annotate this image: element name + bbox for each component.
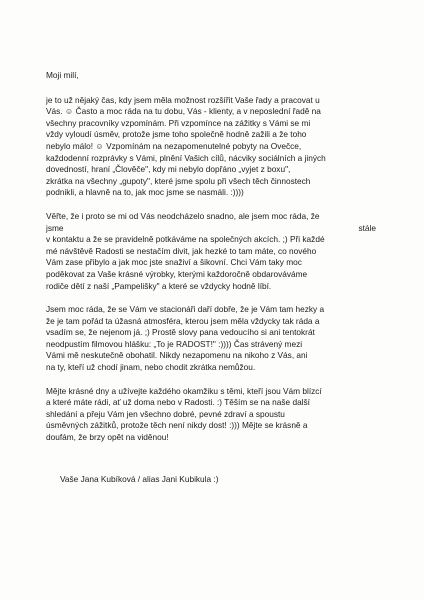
text-line: Jsem moc ráda, že se Vám ve stacionáři daří dobře, že je Vám tam hezky a bbox=[46, 304, 325, 315]
text-line: shledání a přeju Vám jen všechno dobré, pevné zdraví a spoustu bbox=[46, 408, 285, 419]
text-line: je to už nějaký čas, kdy jsem měla možnost rozšířit Vaše řady a pracovat u bbox=[46, 94, 320, 105]
text-line: doufám, že brzy opět na viděnou! bbox=[46, 432, 169, 443]
text-line: vždy vyloudí úsměv, protože jsme toho společně hodně zažili a že toho bbox=[46, 129, 307, 140]
text-line: že je tam pořád ta úžasná atmosféra, kterou jsem měla vždycky tak ráda a bbox=[46, 315, 320, 326]
text-line: rodiče dětí z naší „Pampelišky" a které se vždycky hodně líbí. bbox=[46, 280, 272, 291]
split-text-line bbox=[46, 223, 376, 235]
text-line: Věřte, že i proto se mi od Vás neodcházelo snadno, ale jsem moc ráda, že bbox=[46, 210, 320, 221]
text-line: dovedností, hraní „Člověče", kdy mi nebylo dopřáno „vyjet z boxu", bbox=[46, 164, 291, 175]
paragraph-1 bbox=[46, 95, 376, 199]
split-line-right: stále bbox=[358, 222, 376, 233]
text-line: a které máte rádi, ať už doma nebo v Radosti. :) Těším se na naše další bbox=[46, 397, 310, 408]
text-line: v kontaktu a že se pravidelně potkáváme na společných akcích. ;) Při každé bbox=[46, 234, 325, 245]
paragraph-2 bbox=[46, 211, 376, 292]
text-line: neodpustím filmovou hlášku: „To je RADOST!" :)))) Čas strávený mezi bbox=[46, 338, 303, 349]
letter-body bbox=[46, 70, 376, 485]
text-line: úsměvných zážitků, protože těch není nikdy dost! :))) Mějte se krásně a bbox=[46, 420, 308, 431]
text-line: vsadím se, že nejenom já. ;) Prostě slovy pana vedoucího si ani tentokrát bbox=[46, 327, 315, 338]
text-line: Mějte krásné dny a užívejte každého okamžiku s těmi, kteří jsou Vám blízcí bbox=[46, 385, 322, 396]
text-line: nebylo málo! ☺ Vzpomínám na nezapomenutelné pobyty na Ovečce, bbox=[46, 140, 302, 151]
text-line: Vás. ☺ Často a moc ráda na tu dobu, Vás - klienty, a v neposlední řadě na bbox=[46, 106, 321, 117]
paragraph-3 bbox=[46, 304, 376, 374]
text-line: Vámi mě neskutečně obohatil. Nikdy nezapomenu na nikoho z Vás, ani bbox=[46, 350, 308, 361]
text-line: Vám zase přibylo a jak moc jste snaživí a šikovní. Chci Vám taky moc bbox=[46, 257, 302, 268]
text-line: podnikli, a hlavně na to, jak moc jsme se nasmáli. :)))) bbox=[46, 187, 244, 198]
text-line: poděkovat za Vaše krásné výrobky, kterými každoročně obdarováváme bbox=[46, 268, 308, 279]
text-line: všechny pracovníky vzpomínám. Při vzpomínce na zážitky s Vámi se mi bbox=[46, 117, 311, 128]
greeting: Moji milí, bbox=[46, 70, 79, 80]
text-line: zkrátka na všechny „gupoty", které jsme spolu při všech těch činnostech bbox=[46, 175, 311, 186]
text-line: každodenní rozprávky s Vámi, plnění Vašich cílů, nácviky sociálních a jiných bbox=[46, 152, 326, 163]
signature: Vaše Jana Kubíková / alias Jani Kubikula :) bbox=[60, 473, 219, 484]
split-line-left: jsme bbox=[46, 222, 64, 233]
paragraph-4 bbox=[46, 386, 376, 444]
text-line: mé návštěvě Radosti se nestačím divit, jak hezké to tam máte, co nového bbox=[46, 245, 317, 256]
text-line: na ty, kteří už chodí jinam, nebo chodit zkrátka nemůžou. bbox=[46, 362, 256, 373]
